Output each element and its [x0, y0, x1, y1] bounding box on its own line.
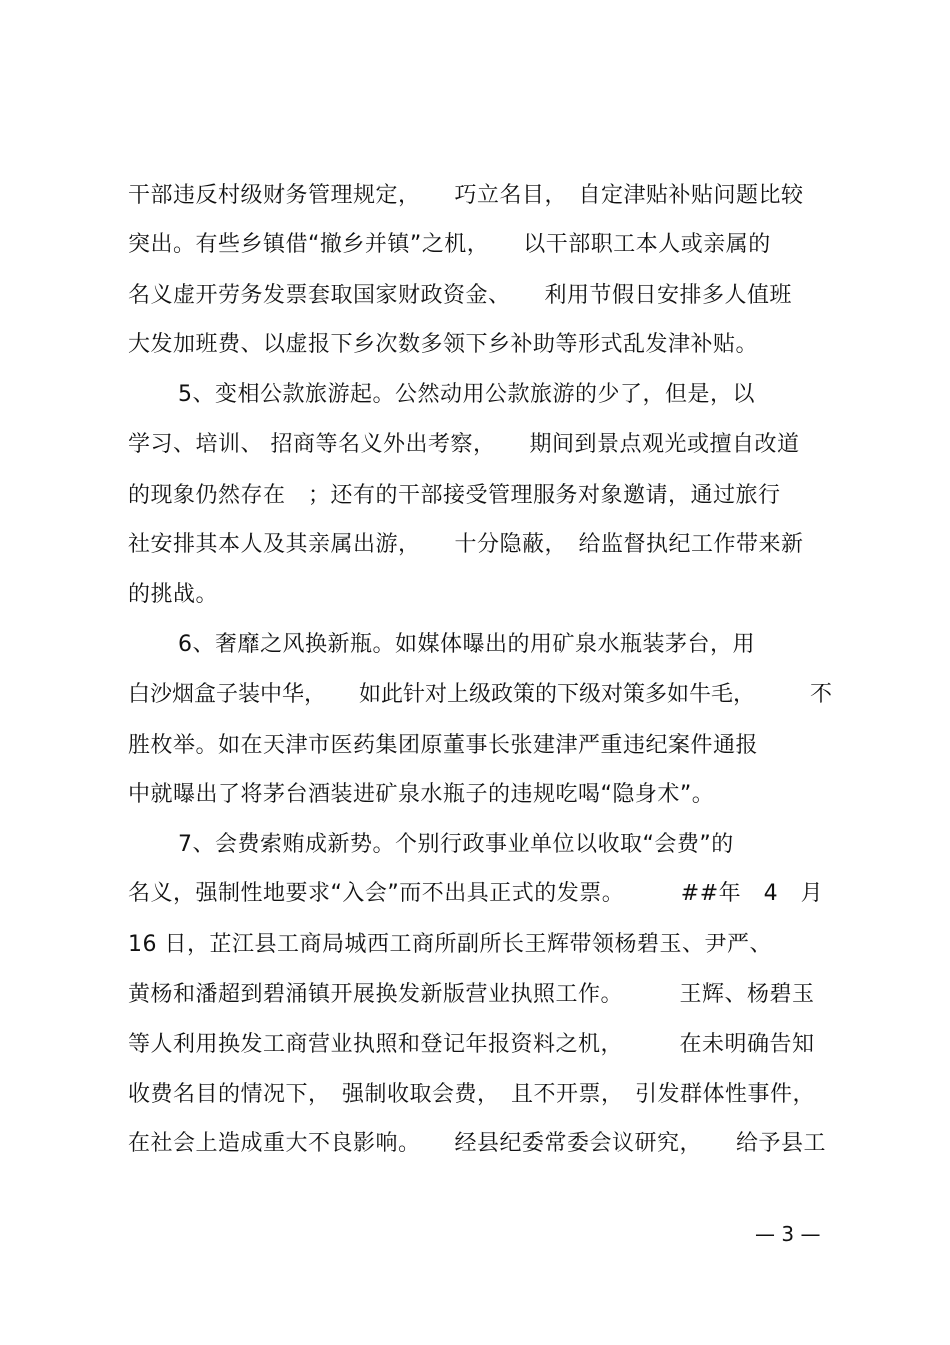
- paragraph-start-line: 6、奢靡之风换新瓶。如媒体曝出的用矿泉水瓶装茅台，用: [178, 632, 755, 657]
- text-line: 的挑战。: [128, 582, 219, 607]
- text-line: 学习、培训、 招商等名义外出考察， 期间到景点观光或擅自改道: [128, 432, 800, 457]
- paragraph-start-line: 7、会费索贿成新势。个别行政事业单位以收取“会费”的: [178, 832, 734, 857]
- text-line: 等人利用换发工商营业执照和登记年报资料之机， 在未明确告知: [128, 1032, 815, 1057]
- text-line: 名义虚开劳务发票套取国家财政资金、 利用节假日安排多人值班: [128, 283, 793, 308]
- text-line: 白沙烟盒子装中华， 如此针对上级政策的下级对策多如牛毛， 不: [128, 682, 833, 707]
- text-line: 名义，强制性地要求“入会”而不出具正式的发票。 ##年 4 月: [128, 881, 824, 906]
- text-line: 收费名目的情况下， 强制收取会费， 且不开票， 引发群体性事件，: [128, 1082, 816, 1107]
- text-line: 在社会上造成重大不良影响。 经县纪委常委会议研究， 给予县工: [128, 1131, 827, 1156]
- text-line: 的现象仍然存在 ；还有的干部接受管理服务对象邀请，通过旅行: [128, 483, 781, 508]
- text-line: 黄杨和潘超到碧涌镇开展换发新版营业执照工作。 王辉、杨碧玉: [128, 982, 815, 1007]
- text-line: 胜枚举。如在天津市医药集团原董事长张建津严重违纪案件通报: [128, 733, 759, 758]
- text-line: 突出。有些乡镇借“撤乡并镇”之机， 以干部职工本人或亲属的: [128, 232, 771, 257]
- text-line: 干部违反村级财务管理规定， 巧立名目， 自定津贴补贴问题比较: [128, 183, 804, 208]
- text-line: 中就曝出了将茅台酒装进矿泉水瓶子的违规吃喝“隐身术”。: [128, 782, 715, 807]
- page-number: — 3 —: [755, 1222, 821, 1246]
- paragraph-start-line: 5、变相公款旅游起。公然动用公款旅游的少了，但是，以: [178, 382, 755, 407]
- text-line: 社安排其本人及其亲属出游， 十分隐蔽， 给监督执纪工作带来新: [128, 532, 804, 557]
- text-line: 16 日，芷江县工商局城西工商所副所长王辉带领杨碧玉、尹严、: [128, 932, 772, 957]
- text-line: 大发加班费、以虚报下乡次数多领下乡补助等形式乱发津补贴。: [128, 332, 759, 357]
